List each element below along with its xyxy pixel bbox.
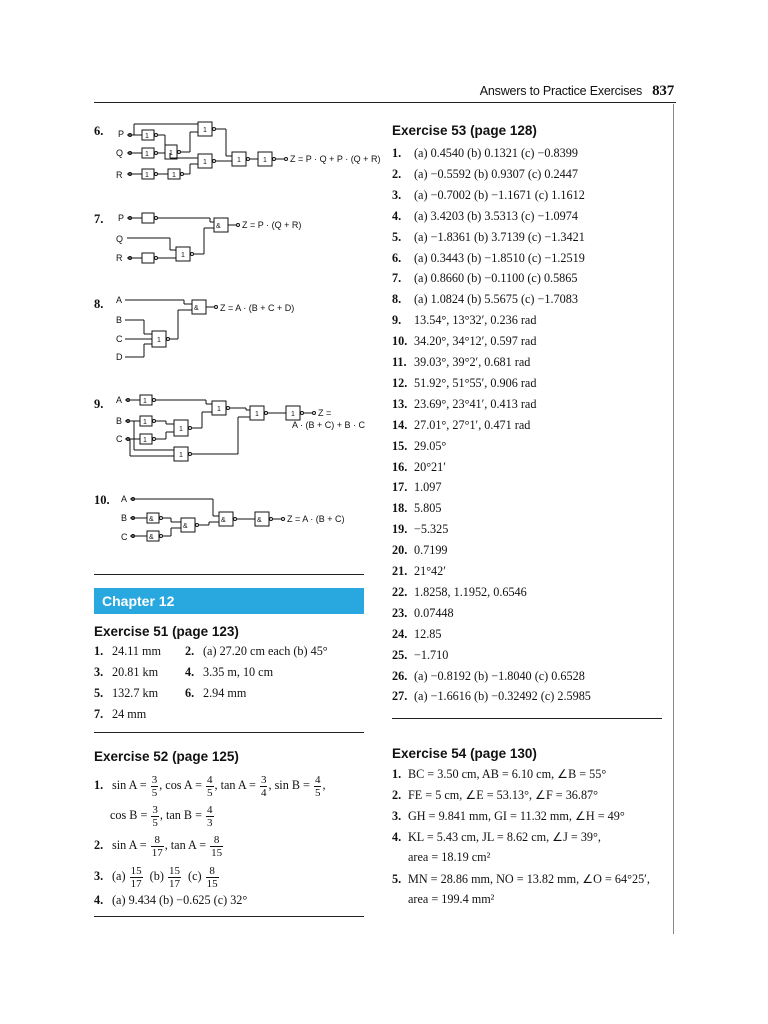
exercise-53-title: Exercise 53 (page 128) bbox=[392, 123, 537, 138]
circuit-7-diagram bbox=[110, 206, 330, 268]
list-item: 27. (a) −1.6616 (b) −0.32492 (c) 2.5985 bbox=[392, 689, 591, 704]
list-item: 20. 0.7199 bbox=[392, 543, 448, 558]
list-item: 4. KL = 5.43 cm, JL = 8.62 cm, ∠J = 39°, bbox=[392, 830, 601, 844]
running-title: Answers to Practice Exercises bbox=[479, 84, 643, 98]
circuit-6-input-p: P bbox=[118, 129, 125, 139]
section-rule bbox=[392, 718, 662, 719]
gate-or-label: 1 bbox=[181, 252, 185, 259]
circuit-9-diagram bbox=[110, 390, 370, 468]
circuit-9-input-a: A bbox=[116, 395, 123, 405]
circuit-10-input-a: A bbox=[121, 494, 128, 504]
section-rule bbox=[94, 916, 364, 917]
circuit-7-input-r: R bbox=[116, 253, 123, 263]
list-item: cos B = $\frac{3}{5}$ , tan B = $\frac{4}{3}$ bbox=[110, 803, 213, 829]
list-item: 7. (a) 0.8660 (b) −0.1100 (c) 0.5865 bbox=[392, 271, 578, 286]
list-item: 7. 24 mm bbox=[94, 707, 147, 721]
gate-and-label: & bbox=[194, 305, 199, 312]
gate-or-label: 1 bbox=[143, 419, 147, 426]
circuit-8-input-d: D bbox=[116, 352, 123, 362]
circuit-7-input-q: Q bbox=[116, 234, 124, 244]
list-item: 6. (a) 0.3443 (b) −1.8510 (c) −1.2519 bbox=[392, 250, 585, 265]
list-item: 12. 51.92°, 51°55′, 0.906 rad bbox=[392, 375, 537, 390]
gate-or-label: 1 bbox=[179, 452, 183, 459]
circuit-7-number: 7. bbox=[94, 212, 104, 226]
list-item: 13. 23.69°, 23°41′, 0.413 rad bbox=[392, 396, 537, 411]
circuit-9-number: 9. bbox=[94, 397, 104, 411]
header-rule bbox=[94, 102, 676, 103]
gate-or-label: 1 bbox=[143, 398, 147, 405]
list-item: 17. 1.097 bbox=[392, 480, 442, 495]
gate-and-label: & bbox=[149, 534, 154, 541]
list-item: 19. −5.325 bbox=[392, 522, 449, 537]
list-item: 16. 20°21′ bbox=[392, 459, 446, 474]
gate-and-label: & bbox=[183, 523, 188, 530]
circuit-6-output: Z = P · Q + P · (Q + R) bbox=[290, 154, 381, 164]
list-item: 4. (a) 3.4203 (b) 3.5313 (c) −1.0974 bbox=[392, 208, 578, 223]
list-item: 1. 24.11 mm bbox=[94, 644, 161, 658]
list-item: 1. (a) 0.4540 (b) 0.1321 (c) −0.8399 bbox=[392, 146, 578, 160]
list-item: 1. BC = 3.50 cm, AB = 6.10 cm, ∠B = 55° bbox=[392, 767, 607, 781]
circuit-10-input-c: C bbox=[121, 532, 128, 542]
gate-and-label: & bbox=[149, 516, 154, 523]
circuit-10-input-b: B bbox=[121, 513, 128, 523]
list-item: 8. (a) 1.0824 (b) 5.5675 (c) −1.7083 bbox=[392, 292, 578, 307]
circuit-8-output: Z = A · (B + C + D) bbox=[220, 303, 295, 313]
running-header bbox=[480, 83, 674, 100]
list-item: 5. 132.7 km bbox=[94, 686, 159, 700]
circuit-8-input-a: A bbox=[116, 295, 123, 305]
list-item: 15. 29.05° bbox=[392, 438, 447, 453]
gate-and-label: & bbox=[257, 517, 262, 524]
list-item: 5. (a) −1.8361 (b) 3.7139 (c) −1.3421 bbox=[392, 229, 585, 244]
list-item: 10. 34.20°, 34°12′, 0.597 rad bbox=[392, 334, 537, 349]
gate-or-label: 1 bbox=[145, 133, 149, 140]
list-item: 3. (a) $\frac{15}{17}$ (b) $\frac{15}{17}$ (c) $\frac{8}{15}$ bbox=[94, 864, 218, 890]
chapter-title: Chapter 12 bbox=[102, 593, 175, 609]
gate-or-label: 1 bbox=[157, 337, 161, 344]
gate-or-label: 1 bbox=[255, 411, 259, 418]
section-rule bbox=[94, 574, 364, 575]
chapter-banner bbox=[94, 588, 364, 614]
list-item: 6. 2.94 mm bbox=[185, 686, 247, 700]
list-item: 3. (a) −0.7002 (b) −1.1671 (c) 1.1612 bbox=[392, 187, 585, 202]
gate-and-label: & bbox=[221, 517, 226, 524]
list-item: 2. sin A = $\frac{8}{17}$ , tan A = $\frac{8}{15}$ bbox=[94, 833, 223, 859]
circuit-6-input-r: R bbox=[116, 170, 123, 180]
circuit-10-number: 10. bbox=[94, 493, 110, 507]
gate-or-label: 1 bbox=[169, 150, 173, 157]
gate-or-label: 1 bbox=[203, 159, 207, 166]
gate-or-label: 1 bbox=[291, 411, 295, 418]
circuit-10-output: Z = A · (B + C) bbox=[287, 514, 345, 524]
circuit-10-diagram bbox=[115, 488, 355, 550]
list-item: 11. 39.03°, 39°2′, 0.681 rad bbox=[392, 355, 531, 369]
list-item: 2. (a) −0.5592 (b) 0.9307 (c) 0.2447 bbox=[392, 166, 578, 181]
circuit-6-input-q: Q bbox=[116, 148, 124, 158]
list-item: 2. (a) 27.20 cm each (b) 45° bbox=[185, 644, 328, 658]
gate-and-label: & bbox=[216, 223, 221, 230]
gate-or-label: 1 bbox=[237, 157, 241, 164]
page-number: 837 bbox=[652, 83, 674, 99]
list-item: 23. 0.07448 bbox=[392, 605, 454, 620]
section-rule bbox=[94, 732, 364, 733]
gate-or-label: 1 bbox=[203, 127, 207, 134]
list-item: area = 199.4 mm² bbox=[408, 892, 495, 906]
gate-or-label: 1 bbox=[179, 426, 183, 433]
exercise-51-title: Exercise 51 (page 123) bbox=[94, 624, 239, 639]
exercise-54-title: Exercise 54 (page 130) bbox=[392, 746, 537, 761]
list-item: 3. GH = 9.841 mm, GI = 11.32 mm, ∠H = 49° bbox=[392, 809, 625, 823]
gate-or-label: 1 bbox=[172, 172, 176, 179]
list-item: 3. 20.81 km bbox=[94, 665, 159, 679]
circuit-8-input-c: C bbox=[116, 334, 123, 344]
list-item: area = 18.19 cm² bbox=[408, 850, 491, 864]
exercise-52-title: Exercise 52 (page 125) bbox=[94, 749, 239, 764]
circuit-9-input-c: C bbox=[116, 434, 123, 444]
circuit-6-number: 6. bbox=[94, 124, 104, 138]
circuit-7-output: Z = P · (Q + R) bbox=[242, 220, 302, 230]
gate-or-label: 1 bbox=[143, 437, 147, 444]
circuit-9-output-line1: Z = bbox=[318, 408, 332, 418]
gate-or-label: 1 bbox=[145, 172, 149, 179]
circuit-8-number: 8. bbox=[94, 297, 104, 311]
list-item: 1. sin A = $\frac{3}{5}$ , cos A = $\frac{4}{5}$ , tan A = $\frac{3}{4}$ , sin B = $\frac{4}{5}$ , bbox=[94, 773, 326, 799]
column-edge-rule bbox=[673, 104, 674, 934]
circuit-9-output-line2: A · (B + C) + B · C bbox=[292, 420, 366, 430]
list-item: 22. 1.8258, 1.1952, 0.6546 bbox=[392, 584, 527, 599]
list-item: 5. MN = 28.86 mm, NO = 13.82 mm, ∠O = 64°25′, bbox=[392, 872, 650, 886]
list-item: 14. 27.01°, 27°1′, 0.471 rad bbox=[392, 417, 531, 432]
circuit-8-input-b: B bbox=[116, 315, 123, 325]
list-item: 4. 3.35 m, 10 cm bbox=[185, 665, 274, 679]
gate-or-label: 1 bbox=[145, 151, 149, 158]
list-item: 21. 21°42′ bbox=[392, 564, 446, 578]
gate-or-label: 1 bbox=[263, 157, 267, 164]
list-item: 25. −1.710 bbox=[392, 647, 449, 662]
circuit-8-diagram bbox=[110, 290, 310, 364]
list-item: 4. (a) 9.434 (b) −0.625 (c) 32° bbox=[94, 893, 248, 907]
list-item: 18. 5.805 bbox=[392, 501, 442, 516]
list-item: 24. 12.85 bbox=[392, 626, 442, 641]
circuit-9-input-b: B bbox=[116, 416, 123, 426]
gate-or-label: 1 bbox=[217, 406, 221, 413]
circuit-7-input-p: P bbox=[118, 213, 125, 223]
list-item: 2. FE = 5 cm, ∠E = 53.13°, ∠F = 36.87° bbox=[392, 788, 599, 802]
list-item: 9. 13.54°, 13°32′, 0.236 rad bbox=[392, 313, 537, 328]
circuit-6-diagram bbox=[110, 118, 381, 188]
list-item: 26. (a) −0.8192 (b) −1.8040 (c) 0.6528 bbox=[392, 668, 585, 683]
